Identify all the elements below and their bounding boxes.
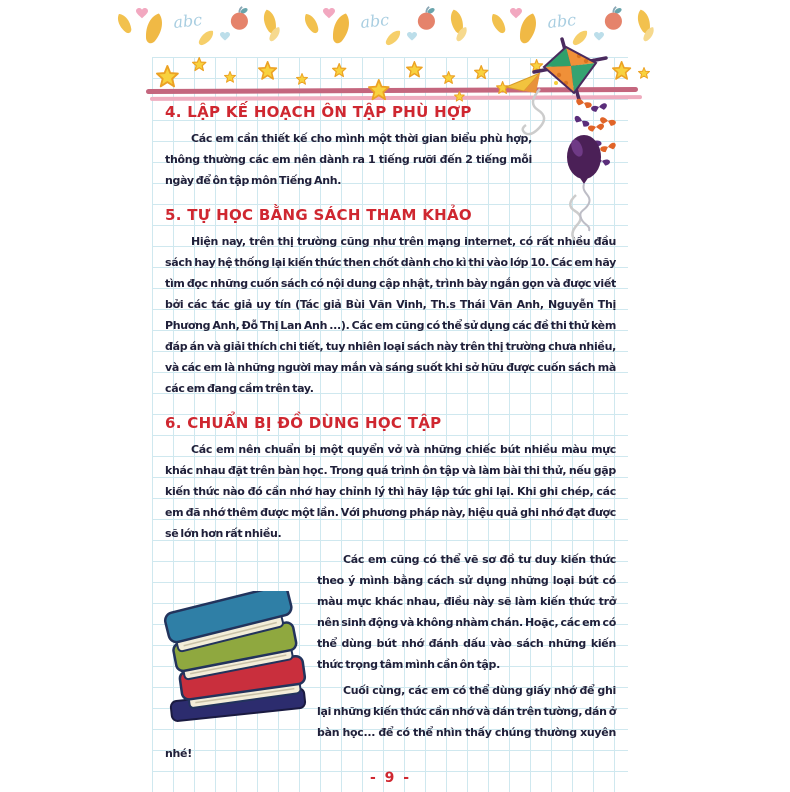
squiggle-icon bbox=[570, 195, 580, 240]
abc-cursive: abc bbox=[359, 10, 391, 32]
kite-icon bbox=[534, 39, 606, 103]
paragraph: Các em cũng có thể vẽ sơ đồ tư duy kiến thức theo ý mình bằng cách sử dụng những loại bút có màu mực khác nhau, điều này sẽ làm kiến thức trở nên sinh động và không nhàm chán. Hoặc, các em có thể dùng bút nhớ đánh dấu vào sách những kiến thức trọng tâm mình cần ôn tập. bbox=[317, 553, 616, 671]
leaf-heart-apple-cluster bbox=[108, 2, 295, 54]
leaf-heart-apple-cluster bbox=[295, 2, 482, 54]
abc-cursive: abc bbox=[546, 10, 578, 32]
section-heading-6: 6. CHUẨN BỊ ĐỒ DÙNG HỌC TẬP bbox=[165, 414, 442, 432]
section-heading-5: 5. TỰ HỌC BẰNG SÁCH THAM KHẢO bbox=[165, 206, 472, 224]
abc-cursive: abc bbox=[172, 10, 204, 32]
apple-icon bbox=[231, 7, 249, 30]
paragraph: Hiện nay, trên thị trường cũng như trên mạng internet, có rất nhiều đầu sách hay hệ thống lại kiến thức then chốt dành cho kì thi vào lớp 10. Các em hãy tìm đọc những cuốn sách có nội dung cập nhật, trình bày ngắn gọn và được viết bởi các tác giả uy tín (Tác giả Bùi Văn Vinh, Th.s Thái Văn Anh, Nguyễn Thị Phương Anh, Đỗ Thị Lan Anh ...). Các em cũng có thể sử dụng các đề thi thử kèm đáp án và giải thích chi tiết, tuy nhiên loại sách này trên thị trường chưa nhiều, và các em là những người may mắn và sáng suốt khi sở hữu được cuốn sách mà các em đang cầm trên tay. bbox=[165, 235, 616, 395]
notebook-page bbox=[152, 57, 628, 792]
balloon-string bbox=[580, 184, 589, 231]
section-heading-4: 4. LẬP KẾ HOẠCH ÔN TẬP PHÙ HỢP bbox=[165, 103, 472, 121]
sky-decorations bbox=[504, 45, 664, 280]
books-text-wrap bbox=[165, 549, 616, 764]
heart-icon bbox=[136, 8, 148, 18]
paragraph: Cuối cùng, các em có thể dùng giấy nhớ để ghi lại những kiến thức cần nhớ và dán trên tường, dán ở bàn học... để có thể nhìn thấy chúng thường xuyên nhé! bbox=[165, 684, 616, 760]
paper-plane-icon bbox=[506, 73, 540, 93]
star-icon bbox=[157, 66, 178, 86]
page-number: - 9 - bbox=[369, 770, 412, 786]
balloon-icon bbox=[567, 135, 601, 231]
paragraph: Các em nên chuẩn bị một quyển vở và những chiếc bút nhiều màu mực khác nhau đặt trên bàn học. Trong quá trình ôn tập và làm bài thi thử, nếu gặp kiến thức nào đó cần nhớ hay chỉnh lý thì hãy lập tức ghi lại. Khi ghi chép, các em đã nhớ thêm được một lần. Với phương pháp này, hiệu quả ghi nhớ đạt được sẽ lớn hơn rất nhiều. bbox=[165, 443, 616, 540]
squiggle-icon bbox=[523, 89, 544, 134]
leaf-icon bbox=[143, 11, 166, 45]
paragraph: Các em cần thiết kế cho mình một thời gian biểu phù hợp, thông thường các em nên dành ra 1 tiếng rưỡi đến 2 tiếng mỗi ngày để ôn tập môn Tiếng Anh. bbox=[165, 132, 532, 187]
